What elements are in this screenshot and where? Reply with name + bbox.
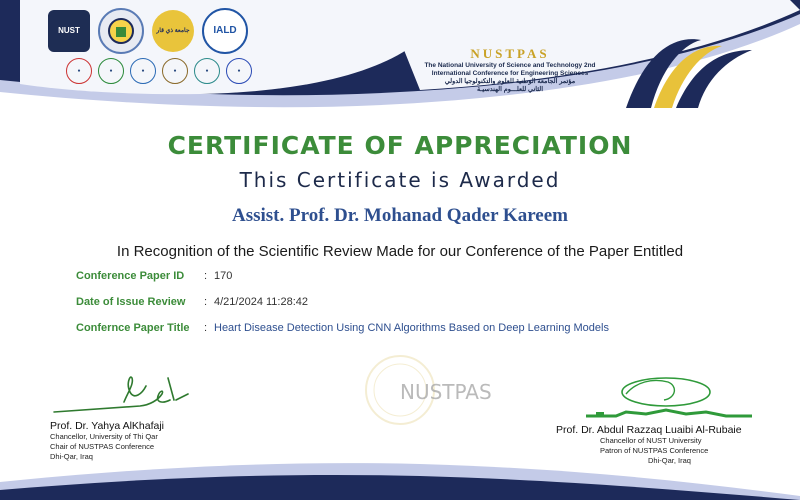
- partner-logo-1-icon: ●: [66, 58, 92, 84]
- university-seal-icon: [98, 8, 144, 54]
- right-signatory-line-3: Dhi-Qar, Iraq: [648, 456, 691, 465]
- conference-line-1: The National University of Science and Technology 2nd: [424, 62, 596, 69]
- paper-title-label: Confernce Paper Title: [76, 322, 190, 334]
- paper-id-value: 170: [214, 270, 233, 282]
- conference-line-2: International Conference for Engineering Sciences: [431, 70, 589, 77]
- conference-heading: [400, 46, 620, 94]
- partner-logo-4-icon: ●: [162, 58, 188, 84]
- issue-date-value: 4/21/2024 11:28:42: [214, 296, 308, 308]
- conference-line-4: الثاني للعلـــوم الهندسيـة: [476, 86, 544, 93]
- top-logos: [48, 8, 248, 54]
- left-signatory-name: Prof. Dr. Yahya AlKhafaji: [50, 420, 165, 432]
- right-signature-icon: [556, 372, 756, 420]
- conference-name: NUSTPAS: [470, 46, 550, 61]
- paper-title-row: [76, 322, 609, 334]
- watermark-text: NUSTPAS: [400, 380, 492, 404]
- nust-crest-icon: NUST: [48, 10, 90, 52]
- nustpas-brand-mark-icon: [606, 30, 756, 110]
- certificate-title: CERTIFICATE OF APPRECIATION: [167, 131, 633, 160]
- paper-id-separator: :: [204, 270, 208, 282]
- paper-id-label: Conference Paper ID: [76, 270, 185, 282]
- bottom-decorative-band: [0, 430, 800, 500]
- partner-logo-5-icon: ●: [194, 58, 220, 84]
- left-signatory-line-1: Chancellor, University of Thi Qar: [50, 432, 158, 441]
- conference-line-3: مؤتمر الجامعة الوطنية للعلوم والتكنولوجيا الدولي: [444, 78, 576, 85]
- partner-logos: [66, 58, 252, 84]
- left-signatory-line-2: Chair of NUSTPAS Conference: [50, 442, 155, 451]
- partner-logo-2-icon: ●: [98, 58, 124, 84]
- right-signatory-line-1: Chancellor of NUST University: [600, 436, 702, 445]
- left-signatory-line-3: Dhi-Qar, Iraq: [50, 452, 93, 461]
- right-signatory-line-2: Patron of NUSTPAS Conference: [600, 446, 709, 455]
- recognition-statement: In Recognition of the Scientific Review Made for our Conference of the Paper Entitled: [116, 243, 684, 260]
- paper-id-row: [76, 270, 232, 282]
- partner-logo-3-icon: ●: [130, 58, 156, 84]
- thiqar-university-icon: جامعة ذي قار: [152, 10, 194, 52]
- right-signatory-name: Prof. Dr. Abdul Razzaq Luaibi Al-Rubaie: [556, 424, 742, 436]
- partner-logo-6-icon: ●: [226, 58, 252, 84]
- issue-date-label: Date of Issue Review: [76, 296, 186, 308]
- paper-title-value: Heart Disease Detection Using CNN Algorithms Based on Deep Learning Models: [214, 322, 609, 334]
- issue-date-separator: :: [204, 296, 208, 308]
- paper-title-separator: :: [204, 322, 208, 334]
- left-signature-icon: [50, 370, 200, 416]
- recipient-name: Assist. Prof. Dr. Mohanad Qader Kareem: [231, 205, 568, 226]
- certificate-subtitle: This Certificate is Awarded: [239, 168, 561, 192]
- iald-logo-icon: IALD: [202, 8, 248, 54]
- issue-date-row: [76, 296, 308, 308]
